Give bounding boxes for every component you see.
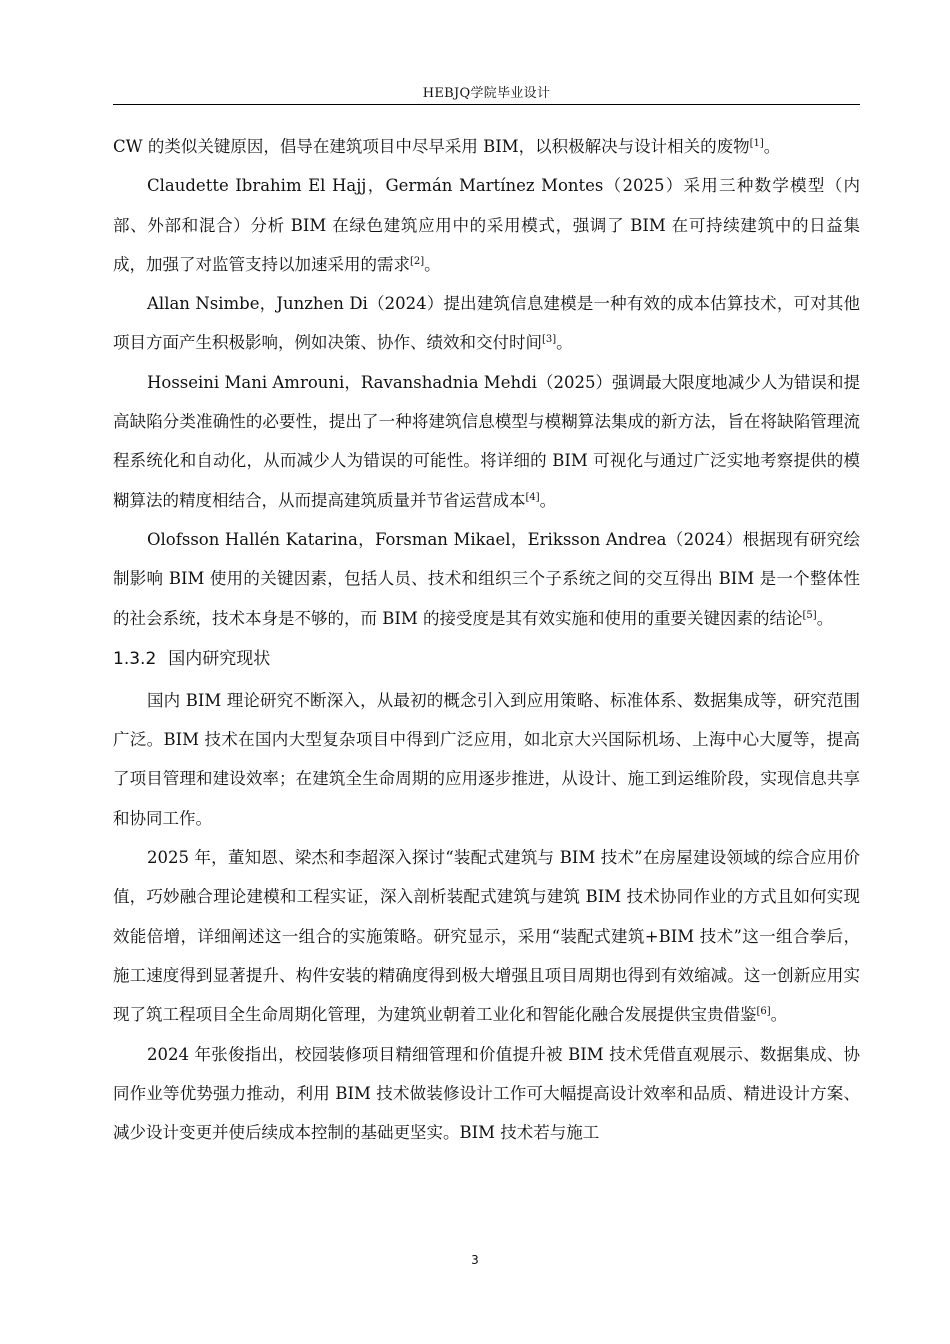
paragraph-end: 。 [424, 254, 441, 274]
section-heading [113, 638, 860, 681]
paragraph-amrouni [113, 363, 860, 520]
paragraph-zhang [113, 1035, 860, 1153]
paragraph-text: Allan Nsimbe，Junzhen Di（2024）提出建筑信息建模是一种有效的成本估算技术，可对其他项目方面产生积极影响，例如决策、协作、绩效和交付时间 [113, 294, 860, 353]
paragraph-domestic-overview [113, 681, 860, 838]
paragraph-dong [113, 838, 860, 1034]
citation-ref: [5] [802, 609, 817, 621]
citation-ref: [2] [410, 255, 425, 267]
paragraph-el-hajj [113, 166, 860, 284]
paragraph-end: 。 [816, 608, 834, 628]
paragraph-text: CW 的类似关键原因，倡导在建筑项目中尽早采用 BIM，以积极解决与设计相关的废物 [113, 137, 750, 156]
paragraph-nsimbe [113, 284, 860, 363]
paragraph-continuation [113, 127, 860, 166]
paragraph-text: 2024 年张俊指出，校园装修项目精细管理和价值提升被 BIM 技术凭借直观展示、数据集成、协同作业等优势强力推动，利用 BIM 技术做装修设计工作可大幅提高设计效率和品质、精进设计方案、减少设计变更并使后续成本控制的基础更坚实。BIM 技术若与施工 [113, 1044, 860, 1143]
paragraph-end: 。 [539, 490, 557, 510]
paragraph-hallen [113, 520, 860, 638]
section-number: 1.3.2 [113, 648, 157, 669]
paragraph-end: 。 [763, 137, 781, 156]
citation-ref: [6] [756, 1006, 771, 1018]
paragraph-text: Hosseini Mani Amrouni，Ravanshadnia Mehdi（2025）强调最大限度地减少人为错误和提高缺陷分类准确性的必要性，提出了一种将建筑信息模型与模糊算法集成的新方法，旨在将缺陷管理流程系统化和自动化，从而减少人为错误的可能性。将详细的 BIM 可视化与通过广泛实地考察提供的模糊算法的精度相结合，从而提高建筑质量并节省运营成本 [113, 372, 860, 510]
page-number: 3 [471, 1253, 479, 1267]
paragraph-text: 国内 BIM 理论研究不断深入，从最初的概念引入到应用策略、标准体系、数据集成等，研究范围广泛。BIM 技术在国内大型复杂项目中得到广泛应用，如北京大兴国际机场、上海中心大厦等，提高了项目管理和建设效率；在建筑全生命周期的应用逐步推进，从设计、施工到运维阶段，实现信息共享和协同工作。 [113, 690, 860, 828]
citation-ref: [4] [525, 491, 540, 503]
citation-ref: [3] [542, 334, 557, 346]
paragraph-text: Olofsson Hallén Katarina，Forsman Mikael，Eriksson Andrea（2024）根据现有研究绘制影响 BIM 使用的关键因素，包括人员、技术和组织三个子系统之间的交互得出 BIM 是一个整体性的社会系统，技术本身是不够的，而 BIM 的接受度是其有效实施和使用的重要关键因素的结论 [113, 529, 860, 628]
paragraph-end: 。 [556, 333, 573, 353]
paragraph-text: 2025 年，董知恩、梁杰和李超深入探讨“装配式建筑与 BIM 技术”在房屋建设领域的综合应用价值，巧妙融合理论建模和工程实证，深入剖析装配式建筑与建筑 BIM 技术协同作业的方式且如何实现效能倍增，详细阐述这一组合的实施策略。研究显示，采用“装配式建筑+BIM 技术”这一组合拳后，施工速度得到显著提升、构件安装的精确度得到极大增强且项目周期也得到有效缩减。这一创新应用实现了筑工程项目全生命周期化管理，为建筑业朝着工业化和智能化融合发展提供宝贵借鉴 [113, 848, 860, 1025]
header-rule [113, 104, 860, 105]
section-title: 国内研究现状 [168, 648, 271, 669]
paragraph-text: Claudette Ibrahim El Hajj，Germán Martínez Montes（2025）采用三种数学模型（内部、外部和混合）分析 BIM 在绿色建筑应用中的采用模式，强调了 BIM 在可持续建筑中的日益集成，加强了对监管支持以加速采用的需求 [113, 176, 860, 274]
running-header: HEBJQ学院毕业设计 [422, 86, 551, 101]
page-body [113, 127, 860, 1152]
paragraph-end: 。 [770, 1005, 788, 1025]
citation-ref: [1] [749, 138, 764, 149]
